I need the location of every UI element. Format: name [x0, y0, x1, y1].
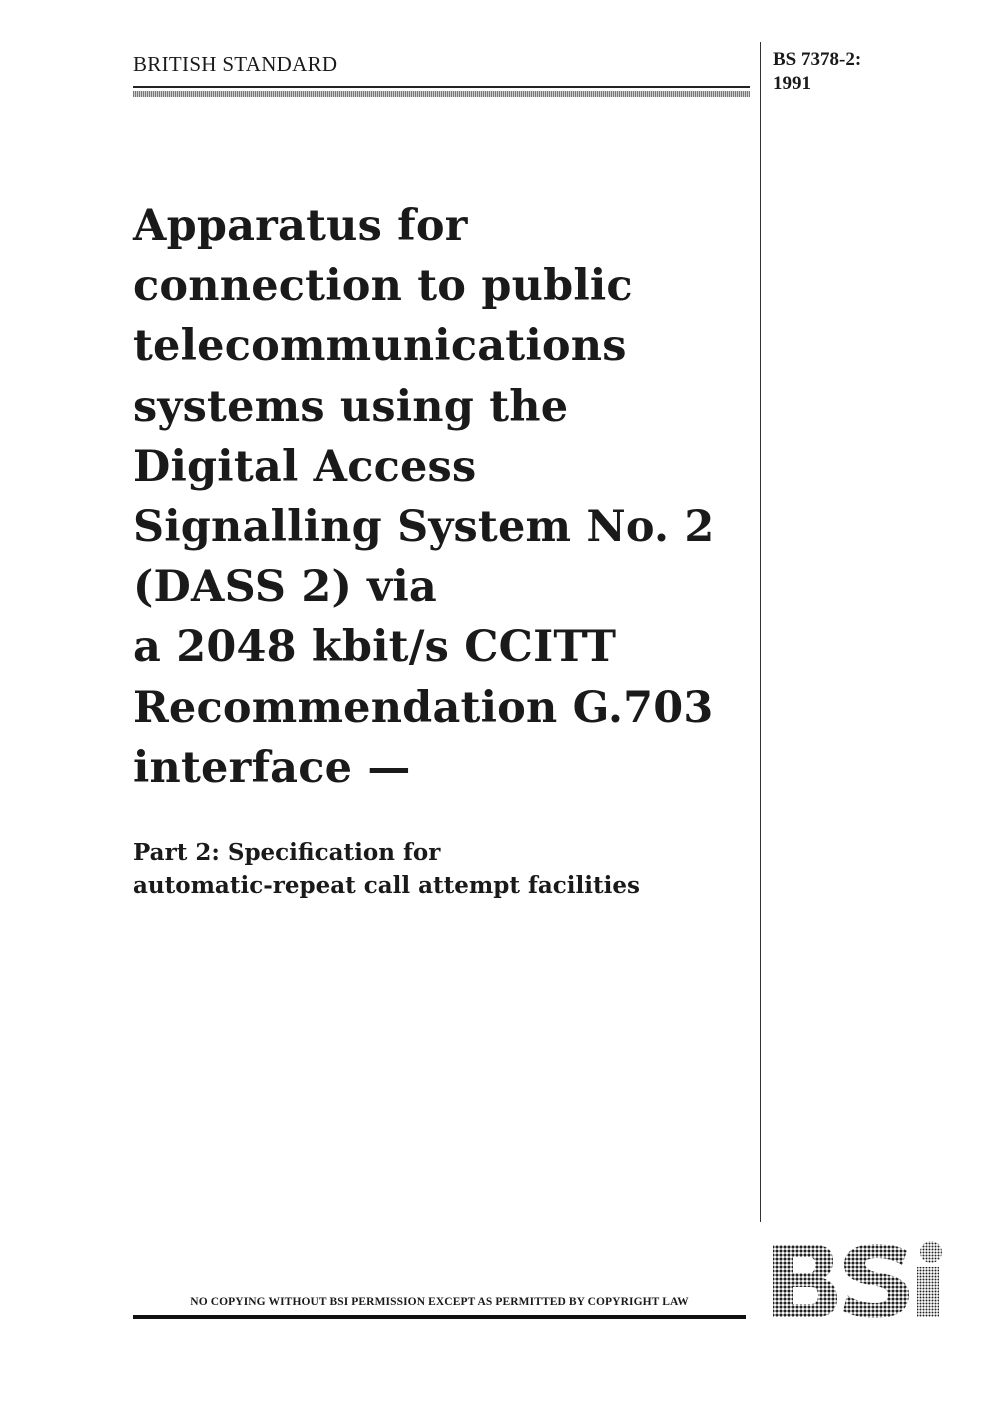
- title-line: telecommunications: [133, 321, 627, 372]
- header-rule-hatched-line: [133, 91, 750, 97]
- vertical-divider: [760, 42, 761, 1222]
- title-line: Recommendation G.703: [133, 682, 714, 733]
- document-subtitle: [133, 836, 640, 902]
- standard-number-year: 1991: [773, 73, 811, 94]
- header-rule: [133, 86, 750, 98]
- title-line: interface —: [133, 742, 411, 793]
- subtitle-line: automatic-repeat call attempt facilities: [133, 872, 640, 899]
- bsi-logo: [771, 1241, 946, 1319]
- bsi-logo-letter-s: [843, 1244, 909, 1318]
- header-rule-thin-line: [133, 86, 750, 88]
- document-title: [133, 196, 753, 798]
- title-line: Digital Access: [133, 441, 477, 492]
- bsi-logo-letter-b: [773, 1245, 837, 1317]
- title-line: (DASS 2) via: [133, 562, 437, 613]
- subtitle-line: Part 2: Specification for: [133, 839, 441, 866]
- bsi-logo-letter-i-dot: [920, 1241, 942, 1263]
- standard-number: [773, 48, 861, 96]
- title-line: systems using the: [133, 381, 569, 432]
- copyright-notice: NO COPYING WITHOUT BSI PERMISSION EXCEPT AS PERMITTED BY COPYRIGHT LAW: [190, 1296, 689, 1308]
- title-line: Signalling System No. 2: [133, 502, 715, 553]
- footer-rule: [133, 1315, 746, 1319]
- bsi-logo-letter-i-stem: [917, 1267, 939, 1317]
- title-line: a 2048 kbit/s CCITT: [133, 622, 617, 673]
- standard-number-line1: BS 7378-2:: [773, 49, 862, 70]
- title-line: connection to public: [133, 261, 633, 312]
- title-line: Apparatus for: [133, 201, 468, 251]
- header-label: BRITISH STANDARD: [133, 52, 338, 76]
